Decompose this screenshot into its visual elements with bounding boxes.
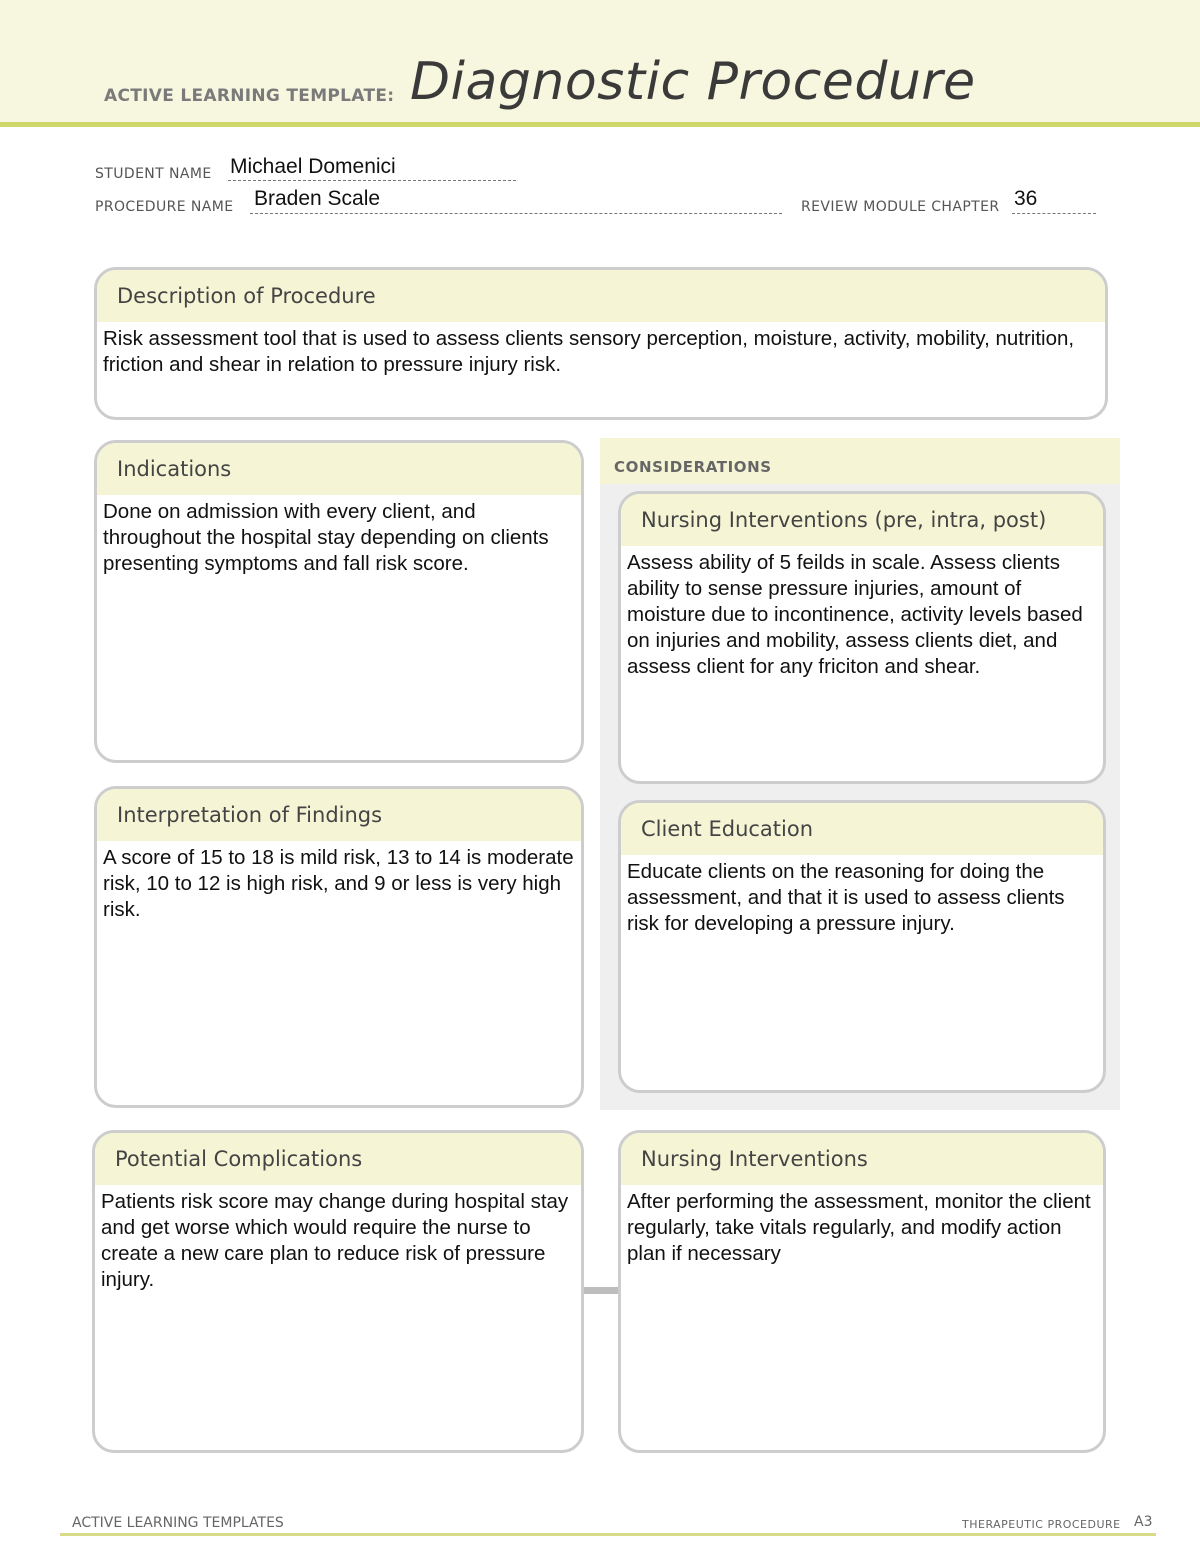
description-text[interactable]: Risk assessment tool that is used to assess clients sensory perception, moisture, activity, mobility, nutrition, friction and shear in relation to pressure injury risk.	[103, 327, 1075, 376]
footer-divider	[60, 1533, 1156, 1536]
indications-text[interactable]: Done on admission with every client, and throughout the hospital stay depending on clients presenting symptoms and fall risk score.	[103, 500, 549, 575]
procedure-name-field[interactable]: Braden Scale	[254, 187, 381, 210]
review-module-label: REVIEW MODULE CHAPTER	[801, 199, 1000, 215]
interpretation-box	[94, 786, 584, 1108]
nursing-interventions-heading: Nursing Interventions	[621, 1133, 1103, 1185]
procedure-name-label: PROCEDURE NAME	[95, 199, 234, 215]
footer-left-label: ACTIVE LEARNING TEMPLATES	[72, 1515, 284, 1531]
nursing-interventions-box	[618, 1130, 1106, 1453]
student-name-line	[228, 180, 516, 181]
page-title: Diagnostic Procedure	[410, 52, 976, 112]
review-module-line	[1012, 213, 1096, 214]
footer-page-number: A3	[1134, 1514, 1153, 1530]
complications-text[interactable]: Patients risk score may change during hospital stay and get worse which would require the nurse to create a new care plan to reduce risk of pressure injury.	[101, 1190, 569, 1291]
box-connector	[581, 1287, 621, 1294]
client-education-text[interactable]: Educate clients on the reasoning for doing the assessment, and that it is used to assess clients risk for developing a pressure injury.	[627, 860, 1065, 935]
nursing-interventions-pre-box	[618, 491, 1106, 784]
indications-box	[94, 440, 584, 763]
nursing-interventions-pre-text[interactable]: Assess ability of 5 feilds in scale. Assess clients ability to sense pressure injuries, amount of moisture due to incontinence, activity levels based on injuries and mobility, assess clients diet, and assess client for any friciton and shear.	[627, 551, 1083, 678]
nursing-interventions-pre-heading: Nursing Interventions (pre, intra, post)	[621, 494, 1103, 546]
complications-box	[92, 1130, 584, 1453]
indications-heading: Indications	[97, 443, 581, 495]
description-heading: Description of Procedure	[97, 270, 1105, 322]
interpretation-text[interactable]: A score of 15 to 18 is mild risk, 13 to 14 is moderate risk, 10 to 12 is high risk, and 9 or less is very high risk.	[103, 846, 574, 921]
client-education-box	[618, 800, 1106, 1093]
procedure-name-line	[250, 213, 782, 214]
review-module-field[interactable]: 36	[1014, 187, 1038, 210]
client-education-heading: Client Education	[621, 803, 1103, 855]
complications-heading: Potential Complications	[95, 1133, 581, 1185]
student-name-field[interactable]: Michael Domenici	[230, 155, 396, 178]
header-divider	[0, 122, 1200, 127]
considerations-label: CONSIDERATIONS	[614, 458, 772, 476]
interpretation-heading: Interpretation of Findings	[97, 789, 581, 841]
footer-right-label: THERAPEUTIC PROCEDURE	[962, 1518, 1121, 1531]
nursing-interventions-text[interactable]: After performing the assessment, monitor the client regularly, take vitals regularly, and modify action plan if necessary	[627, 1190, 1091, 1265]
description-box	[94, 267, 1108, 420]
template-label: ACTIVE LEARNING TEMPLATE:	[104, 86, 395, 106]
student-name-label: STUDENT NAME	[95, 166, 212, 182]
